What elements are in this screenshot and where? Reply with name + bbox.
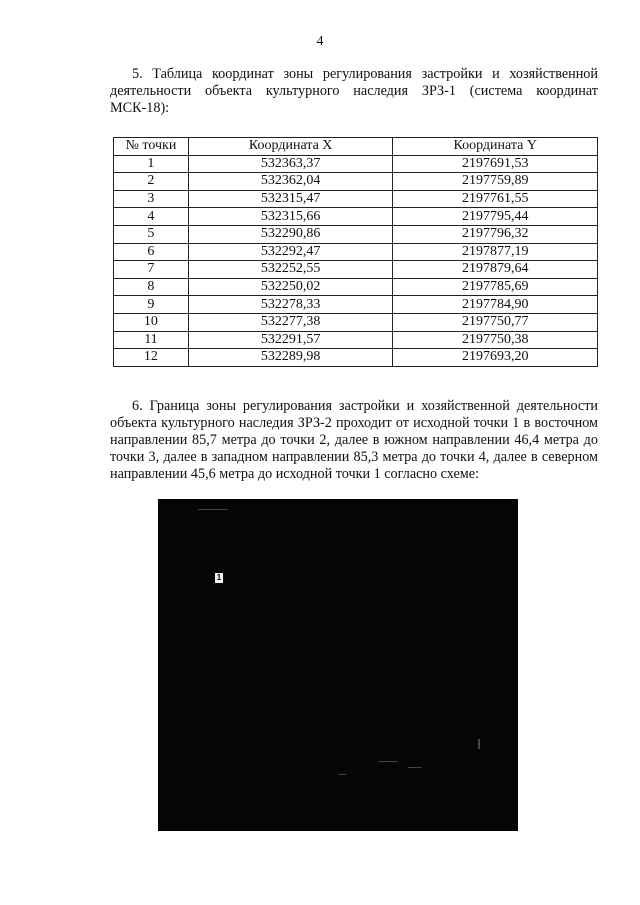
table-row — [114, 225, 598, 243]
cell-point-number: 6 — [114, 243, 189, 261]
page-number: 4 — [316, 34, 324, 49]
cell-coordinate-y: 2197693,20 — [393, 349, 598, 367]
cell-coordinate-y: 2197784,90 — [393, 296, 598, 314]
cell-coordinate-y: 2197879,64 — [393, 261, 598, 279]
cell-coordinate-x: 532278,33 — [188, 296, 393, 314]
table-row — [114, 331, 598, 349]
cell-point-number: 8 — [114, 278, 189, 296]
cell-coordinate-y: 2197795,44 — [393, 208, 598, 226]
table-row — [114, 296, 598, 314]
table-header-row — [114, 138, 598, 156]
cell-coordinate-x: 532315,66 — [188, 208, 393, 226]
table-row — [114, 349, 598, 367]
cell-point-number: 7 — [114, 261, 189, 279]
cell-coordinate-y: 2197750,77 — [393, 313, 598, 331]
cell-coordinate-y: 2197796,32 — [393, 225, 598, 243]
cell-coordinate-x: 532277,38 — [188, 313, 393, 331]
header-point-number: № точки — [114, 138, 189, 156]
point-1-marker: 1 — [216, 573, 222, 582]
section-5-text: 5. Таблица координат зоны регулирования застройки и хозяйственной деятельности объекта культурного наследия ЗРЗ-1 (система координат МСК-18): — [110, 66, 598, 116]
scheme-image — [158, 499, 518, 831]
cell-point-number: 10 — [114, 313, 189, 331]
cell-coordinate-y: 2197785,69 — [393, 278, 598, 296]
header-coordinate-x: Координата X — [188, 138, 393, 156]
cell-point-number: 2 — [114, 173, 189, 191]
table-row — [114, 261, 598, 279]
coordinates-table — [113, 137, 598, 367]
cell-point-number: 3 — [114, 190, 189, 208]
cell-coordinate-y: 2197761,55 — [393, 190, 598, 208]
cell-point-number: 1 — [114, 155, 189, 173]
table-row — [114, 313, 598, 331]
cell-coordinate-x: 532290,86 — [188, 225, 393, 243]
cell-coordinate-y: 2197750,38 — [393, 331, 598, 349]
cell-coordinate-x: 532315,47 — [188, 190, 393, 208]
table-row — [114, 278, 598, 296]
cell-point-number: 11 — [114, 331, 189, 349]
cell-point-number: 4 — [114, 208, 189, 226]
table-row — [114, 208, 598, 226]
cell-point-number: 9 — [114, 296, 189, 314]
cell-coordinate-x: 532252,55 — [188, 261, 393, 279]
cell-point-number: 5 — [114, 225, 189, 243]
section-6-text: 6. Граница зоны регулирования застройки и хозяйственной деятельности объекта культурного наследия ЗРЗ-2 проходит от исходной точки 1 в восточном направлении 85,7 метра до точки 2, далее в южном направлении 46,4 метра до точки 3, далее в западном направлении 85,3 метра до точки 4, далее в северном направлении 45,6 метра до исходной точки 1 согласно схеме: — [110, 398, 598, 482]
cell-coordinate-x: 532250,02 — [188, 278, 393, 296]
header-coordinate-y: Координата Y — [393, 138, 598, 156]
table-row — [114, 243, 598, 261]
cell-coordinate-x: 532362,04 — [188, 173, 393, 191]
table-row — [114, 173, 598, 191]
cell-coordinate-y: 2197877,19 — [393, 243, 598, 261]
cell-coordinate-x: 532289,98 — [188, 349, 393, 367]
cell-coordinate-y: 2197759,89 — [393, 173, 598, 191]
cell-coordinate-x: 532363,37 — [188, 155, 393, 173]
cell-coordinate-y: 2197691,53 — [393, 155, 598, 173]
cell-coordinate-x: 532292,47 — [188, 243, 393, 261]
table-row — [114, 190, 598, 208]
cell-point-number: 12 — [114, 349, 189, 367]
cell-coordinate-x: 532291,57 — [188, 331, 393, 349]
table-row — [114, 155, 598, 173]
